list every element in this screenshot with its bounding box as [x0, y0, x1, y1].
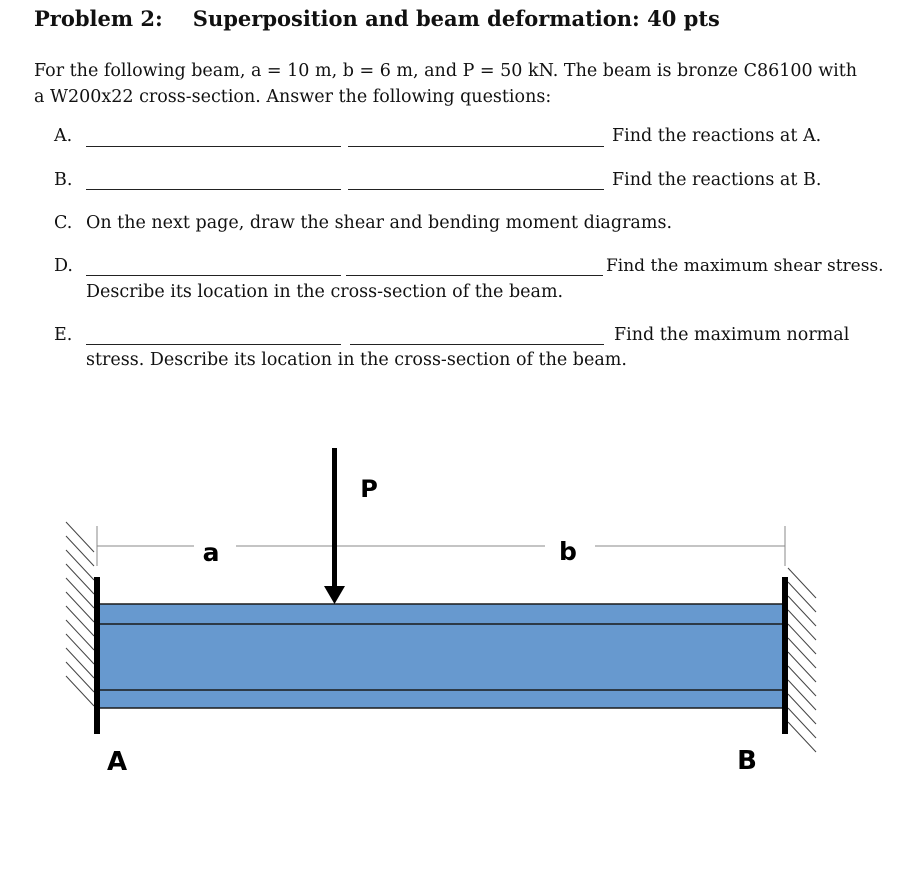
hatch-line: [788, 666, 816, 696]
hatch-line: [788, 638, 816, 668]
question-d-letter: D.: [54, 256, 73, 276]
hatch-line: [788, 708, 816, 738]
hatch-line: [66, 606, 94, 636]
question-e-continuation: stress. Describe its location in the cross-section of the beam.: [86, 350, 627, 370]
question-d-continuation: Describe its location in the cross-section of the beam.: [86, 282, 564, 302]
support-b-wall-hatch: [788, 568, 816, 752]
support-a-label: A: [106, 747, 128, 777]
intro-line-2: a W200x22 cross-section. Answer the following questions:: [34, 87, 552, 107]
problem-number: Problem 2:: [34, 6, 163, 31]
question-d-prompt: Find the maximum shear stress.: [606, 256, 884, 276]
hatch-line: [788, 610, 816, 640]
load-p-label: P: [360, 475, 378, 503]
question-a-letter: A.: [54, 126, 73, 146]
hatch-line: [66, 564, 94, 594]
hatch-line: [788, 582, 816, 612]
hatch-line: [66, 578, 94, 608]
support-b-label: B: [737, 746, 757, 776]
hatch-line: [788, 596, 816, 626]
hatch-line: [66, 536, 94, 566]
hatch-line: [66, 648, 94, 678]
hatch-line: [788, 680, 816, 710]
hatch-line: [788, 722, 816, 752]
hatch-line: [788, 694, 816, 724]
question-b-letter: B.: [54, 170, 73, 190]
dimension-a-label: a: [202, 538, 220, 567]
question-a-prompt: Find the reactions at A.: [612, 126, 822, 146]
hatch-line: [66, 620, 94, 650]
hatch-line: [66, 550, 94, 580]
hatch-line: [788, 652, 816, 682]
question-b-prompt: Find the reactions at B.: [612, 170, 822, 190]
hatch-line: [66, 662, 94, 692]
load-arrow-shaft: [332, 448, 337, 586]
beam-body: [97, 604, 785, 708]
question-c-prompt: On the next page, draw the shear and bending moment diagrams.: [86, 213, 673, 233]
problem-title: Superposition and beam deformation: 40 pts: [192, 6, 720, 31]
hatch-line: [66, 676, 94, 706]
question-e-letter: E.: [54, 325, 73, 345]
question-c-letter: C.: [54, 213, 73, 233]
dimension-b-label: b: [559, 537, 577, 566]
support-a-fixed-wall: [94, 577, 100, 734]
hatch-line: [66, 592, 94, 622]
intro-line-1: For the following beam, a = 10 m, b = 6 m, and P = 50 kN. The beam is bronze C86100 with: [34, 61, 858, 81]
support-b-fixed-wall: [782, 577, 788, 734]
question-e-prompt: Find the maximum normal: [614, 325, 850, 345]
load-arrow-head: [324, 586, 345, 604]
hatch-line: [788, 624, 816, 654]
hatch-line: [66, 634, 94, 664]
support-a-wall-hatch: [66, 522, 94, 706]
hatch-line: [66, 522, 94, 552]
hatch-line: [788, 568, 816, 598]
